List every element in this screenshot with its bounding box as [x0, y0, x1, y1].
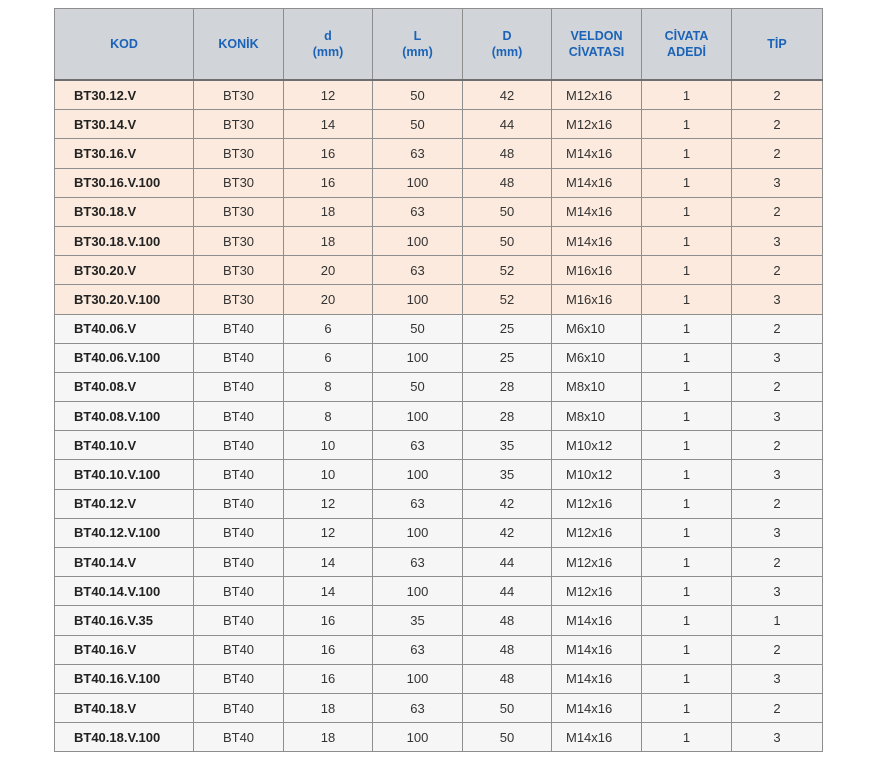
header-veldon-line1: VELDON [570, 29, 623, 43]
table-row [55, 256, 823, 285]
cell-tip: 2 [732, 431, 823, 460]
cell-tip: 3 [732, 285, 823, 314]
cell-tip: 2 [732, 489, 823, 518]
table-row [55, 314, 823, 343]
cell-d: 8 [284, 372, 373, 401]
cell-tip: 2 [732, 139, 823, 168]
cell-kod: BT30.18.V.100 [55, 226, 194, 255]
table-row [55, 577, 823, 606]
cell-kod: BT40.16.V.35 [55, 606, 194, 635]
cell-civata-adedi: 1 [642, 168, 732, 197]
table-row [55, 723, 823, 752]
cell-kod: BT40.08.V.100 [55, 402, 194, 431]
cell-dia: 50 [463, 723, 552, 752]
table-row [55, 489, 823, 518]
header-l [373, 9, 463, 81]
cell-dia: 25 [463, 343, 552, 372]
header-konik [194, 9, 284, 81]
cell-tip: 3 [732, 664, 823, 693]
cell-d: 18 [284, 197, 373, 226]
cell-tip: 2 [732, 372, 823, 401]
cell-veldon: M6x10 [552, 314, 642, 343]
cell-d: 18 [284, 693, 373, 722]
cell-d: 12 [284, 80, 373, 110]
cell-veldon: M14x16 [552, 723, 642, 752]
cell-konik: BT40 [194, 548, 284, 577]
cell-veldon: M14x16 [552, 139, 642, 168]
cell-konik: BT40 [194, 460, 284, 489]
table-row [55, 197, 823, 226]
cell-dia: 48 [463, 139, 552, 168]
cell-d: 16 [284, 606, 373, 635]
cell-konik: BT40 [194, 489, 284, 518]
cell-konik: BT30 [194, 139, 284, 168]
cell-tip: 3 [732, 723, 823, 752]
cell-dia: 48 [463, 664, 552, 693]
table-row [55, 343, 823, 372]
header-l-line1: L [413, 29, 422, 43]
table-row [55, 606, 823, 635]
cell-tip: 2 [732, 548, 823, 577]
cell-civata-adedi: 1 [642, 635, 732, 664]
cell-dia: 35 [463, 460, 552, 489]
cell-veldon: M14x16 [552, 606, 642, 635]
header-civata-line2: ADEDİ [667, 45, 706, 59]
cell-kod: BT40.12.V.100 [55, 518, 194, 547]
cell-tip: 3 [732, 343, 823, 372]
table-row [55, 664, 823, 693]
cell-l: 50 [373, 314, 463, 343]
cell-veldon: M14x16 [552, 168, 642, 197]
cell-dia: 42 [463, 518, 552, 547]
cell-l: 63 [373, 431, 463, 460]
cell-tip: 2 [732, 80, 823, 110]
cell-l: 100 [373, 664, 463, 693]
table-row [55, 110, 823, 139]
header-civata-line1: CİVATA [664, 29, 709, 43]
cell-veldon: M14x16 [552, 226, 642, 255]
cell-konik: BT30 [194, 110, 284, 139]
cell-veldon: M8x10 [552, 372, 642, 401]
cell-tip: 2 [732, 110, 823, 139]
cell-dia: 28 [463, 402, 552, 431]
cell-veldon: M14x16 [552, 635, 642, 664]
cell-tip: 2 [732, 314, 823, 343]
cell-kod: BT40.06.V [55, 314, 194, 343]
header-tip-line: TİP [767, 37, 787, 51]
cell-dia: 42 [463, 489, 552, 518]
cell-civata-adedi: 1 [642, 110, 732, 139]
cell-dia: 50 [463, 693, 552, 722]
table-row [55, 693, 823, 722]
cell-d: 10 [284, 431, 373, 460]
cell-l: 50 [373, 80, 463, 110]
cell-civata-adedi: 1 [642, 606, 732, 635]
header-dia-line2: (mm) [491, 45, 523, 59]
cell-veldon: M12x16 [552, 489, 642, 518]
header-d [284, 9, 373, 81]
cell-civata-adedi: 1 [642, 664, 732, 693]
cell-d: 16 [284, 635, 373, 664]
cell-civata-adedi: 1 [642, 489, 732, 518]
cell-dia: 35 [463, 431, 552, 460]
cell-konik: BT30 [194, 80, 284, 110]
table-header [55, 9, 823, 81]
cell-veldon: M12x16 [552, 577, 642, 606]
cell-d: 14 [284, 577, 373, 606]
cell-veldon: M14x16 [552, 664, 642, 693]
cell-l: 63 [373, 548, 463, 577]
table-row [55, 285, 823, 314]
cell-dia: 28 [463, 372, 552, 401]
cell-tip: 3 [732, 518, 823, 547]
header-civata [642, 9, 732, 81]
cell-kod: BT40.10.V [55, 431, 194, 460]
cell-konik: BT40 [194, 635, 284, 664]
cell-dia: 52 [463, 285, 552, 314]
cell-civata-adedi: 1 [642, 693, 732, 722]
cell-kod: BT40.06.V.100 [55, 343, 194, 372]
table-row [55, 518, 823, 547]
table-row [55, 80, 823, 110]
cell-tip: 2 [732, 693, 823, 722]
cell-d: 6 [284, 343, 373, 372]
cell-konik: BT40 [194, 343, 284, 372]
cell-l: 100 [373, 343, 463, 372]
table-row [55, 635, 823, 664]
cell-kod: BT40.12.V [55, 489, 194, 518]
cell-l: 100 [373, 168, 463, 197]
table-body [55, 80, 823, 752]
cell-veldon: M8x10 [552, 402, 642, 431]
table-row [55, 431, 823, 460]
cell-dia: 50 [463, 197, 552, 226]
header-dia-line1: D [502, 29, 512, 43]
cell-l: 100 [373, 226, 463, 255]
cell-civata-adedi: 1 [642, 372, 732, 401]
cell-tip: 3 [732, 577, 823, 606]
cell-veldon: M12x16 [552, 80, 642, 110]
cell-kod: BT30.20.V [55, 256, 194, 285]
cell-veldon: M14x16 [552, 197, 642, 226]
cell-kod: BT40.14.V.100 [55, 577, 194, 606]
cell-veldon: M16x16 [552, 256, 642, 285]
cell-kod: BT40.16.V [55, 635, 194, 664]
cell-veldon: M12x16 [552, 548, 642, 577]
cell-d: 14 [284, 110, 373, 139]
cell-kod: BT30.12.V [55, 80, 194, 110]
table-row [55, 372, 823, 401]
cell-l: 50 [373, 110, 463, 139]
cell-dia: 48 [463, 606, 552, 635]
cell-civata-adedi: 1 [642, 197, 732, 226]
cell-dia: 52 [463, 256, 552, 285]
header-row [55, 9, 823, 81]
cell-konik: BT40 [194, 606, 284, 635]
cell-kod: BT40.18.V [55, 693, 194, 722]
cell-l: 63 [373, 197, 463, 226]
cell-tip: 2 [732, 197, 823, 226]
cell-civata-adedi: 1 [642, 285, 732, 314]
cell-konik: BT30 [194, 197, 284, 226]
cell-konik: BT30 [194, 168, 284, 197]
cell-veldon: M10x12 [552, 431, 642, 460]
header-l-line2: (mm) [402, 45, 433, 59]
table-row [55, 139, 823, 168]
cell-l: 100 [373, 460, 463, 489]
cell-konik: BT40 [194, 314, 284, 343]
cell-kod: BT40.14.V [55, 548, 194, 577]
header-kod [55, 9, 194, 81]
cell-l: 100 [373, 577, 463, 606]
table-row [55, 168, 823, 197]
cell-l: 63 [373, 256, 463, 285]
table-row [55, 226, 823, 255]
cell-kod: BT40.16.V.100 [55, 664, 194, 693]
cell-dia: 48 [463, 635, 552, 664]
cell-kod: BT30.20.V.100 [55, 285, 194, 314]
cell-dia: 44 [463, 577, 552, 606]
cell-konik: BT40 [194, 577, 284, 606]
cell-dia: 44 [463, 548, 552, 577]
cell-konik: BT40 [194, 664, 284, 693]
cell-l: 63 [373, 489, 463, 518]
cell-civata-adedi: 1 [642, 256, 732, 285]
cell-d: 14 [284, 548, 373, 577]
cell-kod: BT30.16.V.100 [55, 168, 194, 197]
cell-konik: BT30 [194, 226, 284, 255]
cell-konik: BT40 [194, 431, 284, 460]
cell-l: 63 [373, 693, 463, 722]
cell-civata-adedi: 1 [642, 723, 732, 752]
cell-dia: 42 [463, 80, 552, 110]
cell-konik: BT30 [194, 256, 284, 285]
cell-civata-adedi: 1 [642, 548, 732, 577]
header-dia [463, 9, 552, 81]
cell-d: 20 [284, 285, 373, 314]
cell-veldon: M16x16 [552, 285, 642, 314]
cell-l: 100 [373, 723, 463, 752]
cell-dia: 48 [463, 168, 552, 197]
cell-kod: BT30.18.V [55, 197, 194, 226]
cell-d: 10 [284, 460, 373, 489]
cell-dia: 25 [463, 314, 552, 343]
cell-dia: 50 [463, 226, 552, 255]
cell-civata-adedi: 1 [642, 460, 732, 489]
cell-d: 16 [284, 664, 373, 693]
cell-konik: BT40 [194, 723, 284, 752]
cell-dia: 44 [463, 110, 552, 139]
header-d-line1: d [324, 29, 332, 43]
cell-kod: BT40.10.V.100 [55, 460, 194, 489]
cell-l: 63 [373, 635, 463, 664]
header-veldon-line2: CİVATASI [568, 45, 625, 59]
cell-civata-adedi: 1 [642, 139, 732, 168]
cell-d: 18 [284, 723, 373, 752]
cell-konik: BT40 [194, 372, 284, 401]
cell-d: 16 [284, 139, 373, 168]
cell-civata-adedi: 1 [642, 402, 732, 431]
cell-l: 63 [373, 139, 463, 168]
cell-tip: 2 [732, 256, 823, 285]
cell-veldon: M10x12 [552, 460, 642, 489]
cell-kod: BT30.14.V [55, 110, 194, 139]
cell-l: 100 [373, 402, 463, 431]
cell-civata-adedi: 1 [642, 518, 732, 547]
cell-konik: BT40 [194, 518, 284, 547]
table-row [55, 460, 823, 489]
table-row [55, 402, 823, 431]
cell-civata-adedi: 1 [642, 343, 732, 372]
cell-civata-adedi: 1 [642, 226, 732, 255]
cell-l: 100 [373, 518, 463, 547]
cell-tip: 3 [732, 168, 823, 197]
cell-d: 20 [284, 256, 373, 285]
cell-civata-adedi: 1 [642, 431, 732, 460]
cell-l: 50 [373, 372, 463, 401]
cell-tip: 1 [732, 606, 823, 635]
cell-tip: 3 [732, 402, 823, 431]
cell-l: 100 [373, 285, 463, 314]
header-d-line2: (mm) [312, 45, 344, 59]
cell-konik: BT40 [194, 693, 284, 722]
cell-kod: BT40.08.V [55, 372, 194, 401]
cell-d: 18 [284, 226, 373, 255]
header-konik-line: KONİK [218, 37, 259, 51]
header-tip [732, 9, 823, 81]
header-veldon [552, 9, 642, 81]
cell-civata-adedi: 1 [642, 577, 732, 606]
cell-civata-adedi: 1 [642, 80, 732, 110]
table-row [55, 548, 823, 577]
cell-kod: BT30.16.V [55, 139, 194, 168]
cell-civata-adedi: 1 [642, 314, 732, 343]
cell-kod: BT40.18.V.100 [55, 723, 194, 752]
cell-l: 35 [373, 606, 463, 635]
cell-d: 8 [284, 402, 373, 431]
cell-veldon: M12x16 [552, 518, 642, 547]
cell-konik: BT30 [194, 285, 284, 314]
cell-veldon: M12x16 [552, 110, 642, 139]
cell-veldon: M6x10 [552, 343, 642, 372]
header-kod-line: KOD [110, 37, 138, 51]
cell-d: 16 [284, 168, 373, 197]
cell-veldon: M14x16 [552, 693, 642, 722]
cell-d: 12 [284, 489, 373, 518]
cell-tip: 2 [732, 635, 823, 664]
product-spec-table [54, 8, 823, 752]
cell-konik: BT40 [194, 402, 284, 431]
cell-d: 12 [284, 518, 373, 547]
cell-tip: 3 [732, 226, 823, 255]
cell-tip: 3 [732, 460, 823, 489]
cell-d: 6 [284, 314, 373, 343]
